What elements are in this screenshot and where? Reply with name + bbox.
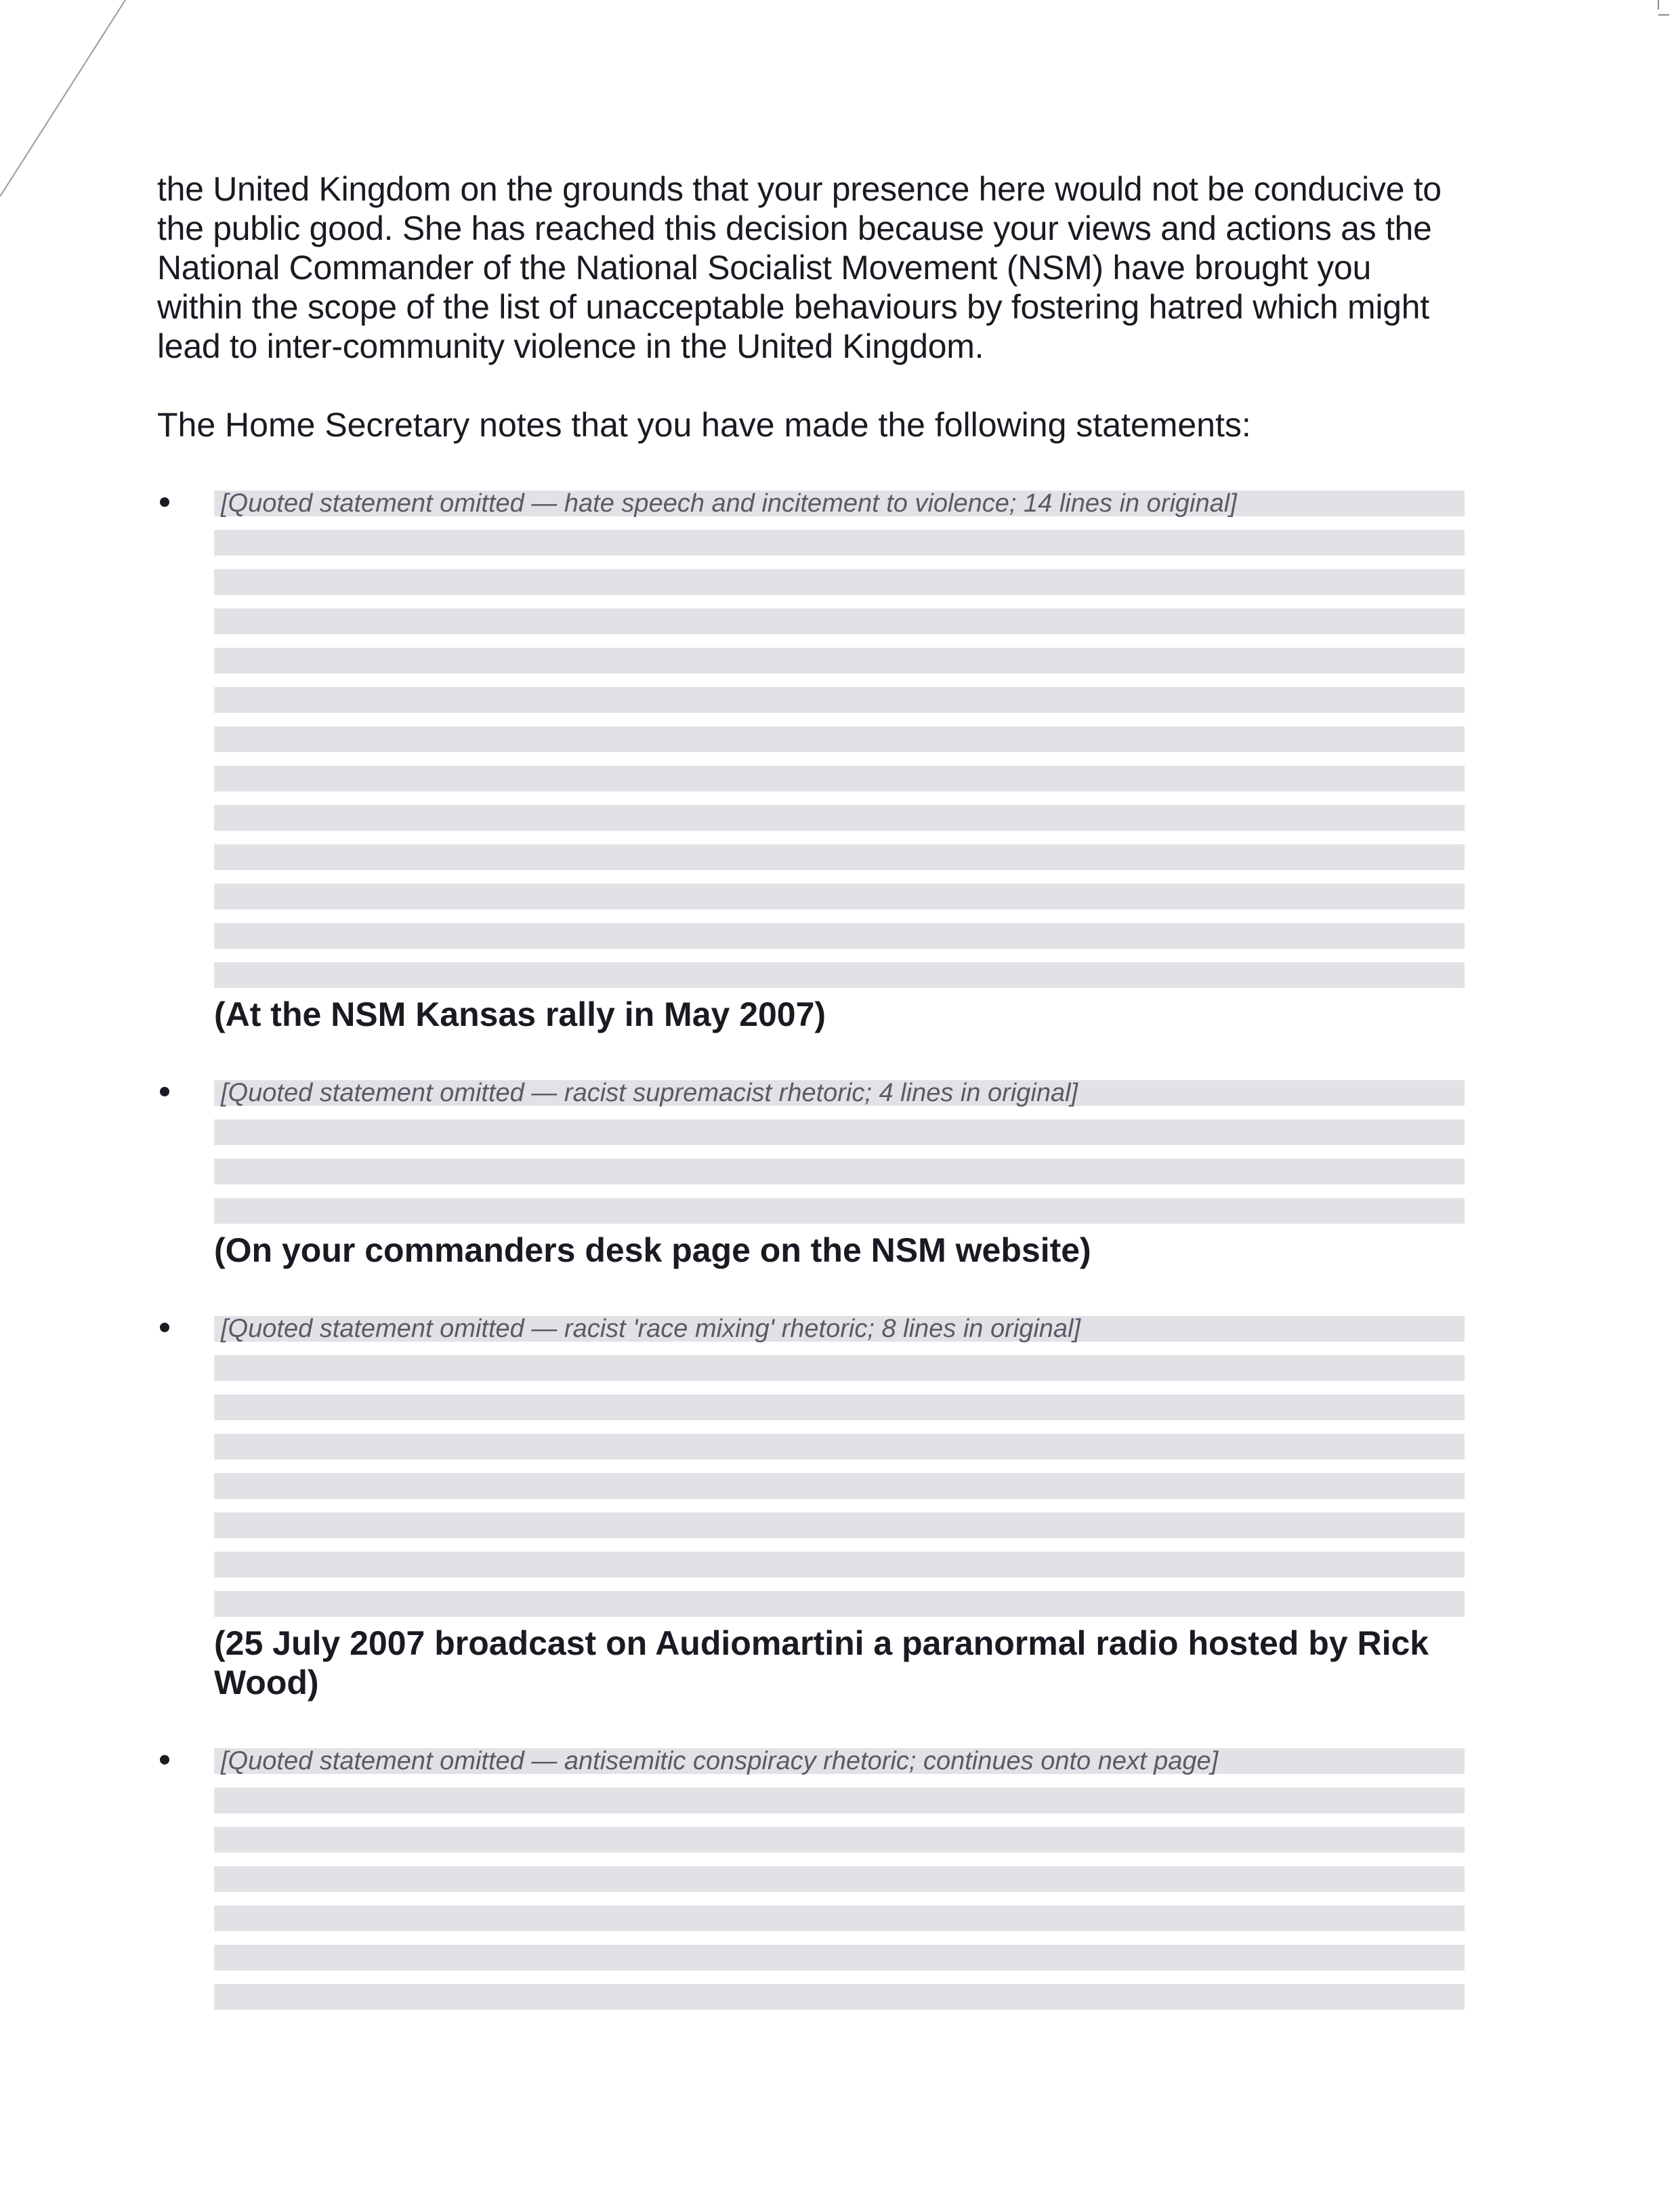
- bullet-icon: [160, 1323, 169, 1332]
- letter-page: [157, 169, 1465, 2056]
- statement-item: [157, 1741, 1465, 2017]
- statement-item: [157, 1073, 1465, 1270]
- statement-item: [157, 1309, 1465, 1702]
- statements-intro: The Home Secretary notes that you have made the following statements:: [157, 406, 1251, 444]
- scan-edge-line: [0, 0, 135, 203]
- bullet-icon: [160, 1087, 169, 1096]
- statement-source: (At the NSM Kansas rally in May 2007): [214, 995, 826, 1033]
- bullet-icon: [160, 1755, 169, 1764]
- opening-paragraph: the United Kingdom on the grounds that your presence here would not be conducive to the public good. She has reached this decision because your views and actions as the National Commander of the National Socialist Movement (NSM) have brought you within the scope of the list of unacceptable behaviours by fostering hatred which might lead to inter-community violence in the United Kingdom.: [157, 170, 1442, 365]
- quote-omitted: [Quoted statement omitted — racist supremacist rhetoric; 4 lines in original]: [214, 1073, 1465, 1231]
- quote-omitted: [Quoted statement omitted — racist 'race mixing' rhetoric; 8 lines in original]: [214, 1309, 1465, 1624]
- statement-item: [157, 484, 1465, 1034]
- quote-omitted: [Quoted statement omitted — antisemitic conspiracy rhetoric; continues onto next page]: [214, 1741, 1465, 2017]
- quote-omitted: [Quoted statement omitted — hate speech and incitement to violence; 14 lines in original]: [214, 484, 1465, 995]
- scan-corner-mark: [1657, 0, 1671, 27]
- statement-source: (25 July 2007 broadcast on Audiomartini a paranormal radio hosted by Rick Wood): [214, 1624, 1429, 1701]
- statement-source: (On your commanders desk page on the NSM website): [214, 1231, 1091, 1269]
- bullet-icon: [160, 497, 169, 507]
- statements-list: [157, 484, 1465, 2017]
